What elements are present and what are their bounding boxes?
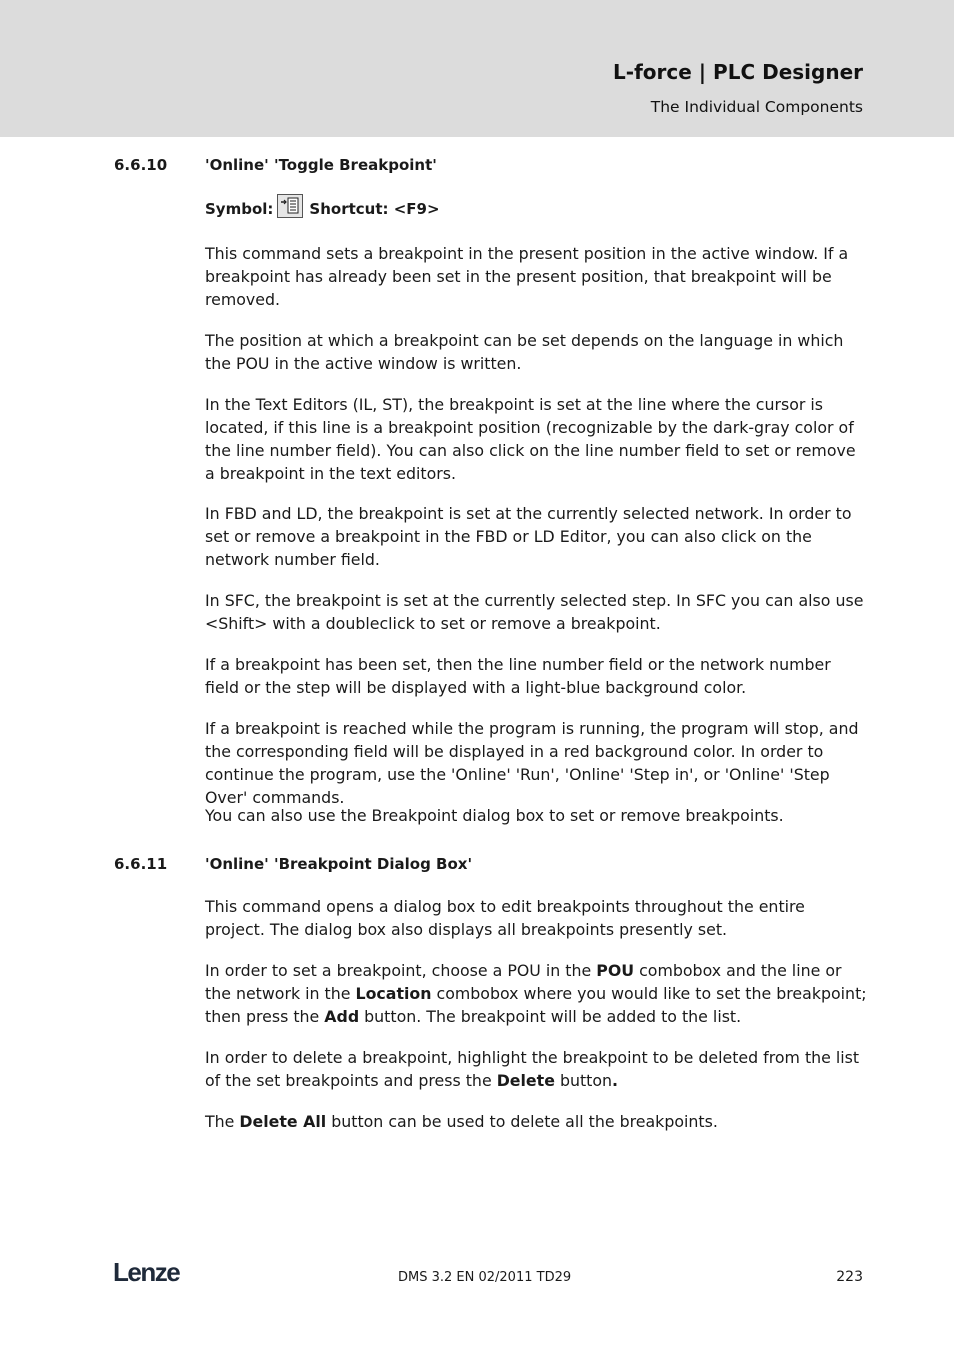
paragraph <box>205 1046 867 1092</box>
ui-term-add: Add <box>324 1007 360 1026</box>
text-run: combobox where you would like to set the breakpoint; then press the <box>205 984 867 1026</box>
symbol-shortcut-line <box>205 194 440 218</box>
paragraph <box>205 959 867 1028</box>
text-run: button. The breakpoint will be added to the list. <box>359 1007 742 1026</box>
symbol-label: Symbol: <box>205 200 274 218</box>
ui-term-delete: Delete <box>496 1071 555 1090</box>
footer-doc-id: DMS 3.2 EN 02/2011 TD29 <box>398 1270 572 1285</box>
paragraph: In SFC, the breakpoint is set at the currently selected step. In SFC you can also use <Shift> with a doubleclick to set or remove a breakpoint. <box>205 591 864 633</box>
toggle-breakpoint-icon <box>277 194 303 218</box>
paragraph: The position at which a breakpoint can be set depends on the language in which the POU in the active window is written. <box>205 331 844 373</box>
lenze-logo <box>113 1259 191 1285</box>
section-heading-6-6-10 <box>114 156 437 174</box>
paragraph: You can also use the Breakpoint dialog box to set or remove breakpoints. <box>205 806 784 825</box>
text-run-bold: . <box>612 1071 619 1090</box>
section-number: 6.6.10 <box>114 156 168 174</box>
section-heading-6-6-11 <box>114 855 472 873</box>
page-number: 223 <box>836 1269 863 1285</box>
ui-term-location: Location <box>355 984 432 1003</box>
paragraph <box>205 1110 867 1133</box>
text-run: button can be used to delete all the breakpoints. <box>326 1112 718 1131</box>
shortcut-label: Shortcut: <F9> <box>309 200 440 218</box>
text-run: button <box>554 1071 613 1090</box>
header-title: L-force | PLC Designer <box>613 60 863 84</box>
paragraph: In the Text Editors (IL, ST), the breakpoint is set at the line where the cursor is located, if this line is a breakpoint position (recognizable by the dark-gray color of the line number field). You can also click on the line number field to set or remove a breakpoint in the text editors. <box>205 395 856 483</box>
logo-text: Lenze <box>113 1259 180 1285</box>
paragraph: In FBD and LD, the breakpoint is set at the currently selected network. In order to set or remove a breakpoint in the FBD or LD Editor, you can also click on the network number field. <box>205 504 852 569</box>
section-title: 'Online' 'Breakpoint Dialog Box' <box>205 855 473 873</box>
header-subtitle: The Individual Components <box>650 98 863 116</box>
paragraph: This command sets a breakpoint in the present position in the active window. If a breakpoint has already been set in the present position, that breakpoint will be removed. <box>205 244 849 309</box>
text-run: In order to delete a breakpoint, highlight the breakpoint to be deleted from the list of the set breakpoints and press the <box>205 1048 860 1090</box>
ui-term-delete-all: Delete All <box>239 1112 327 1131</box>
paragraph: If a breakpoint has been set, then the line number field or the network number field or the step will be displayed with a light-blue background color. <box>205 655 831 697</box>
paragraph: This command opens a dialog box to edit breakpoints throughout the entire project. The dialog box also displays all breakpoints presently set. <box>205 897 805 939</box>
section-number: 6.6.11 <box>114 855 168 873</box>
ui-term-pou: POU <box>596 961 635 980</box>
paragraph: If a breakpoint is reached while the program is running, the program will stop, and the corresponding field will be displayed in a red background color. In order to continue the program, use the 'Online' 'Run', 'Online' 'Step in', or 'Online' 'Step Over' commands. <box>205 719 859 807</box>
text-run: combobox and the line or the network in the <box>205 961 842 1003</box>
text-run: The <box>205 1112 240 1131</box>
text-run: In order to set a breakpoint, choose a POU in the <box>205 961 597 980</box>
section-title: 'Online' 'Toggle Breakpoint' <box>205 156 437 174</box>
